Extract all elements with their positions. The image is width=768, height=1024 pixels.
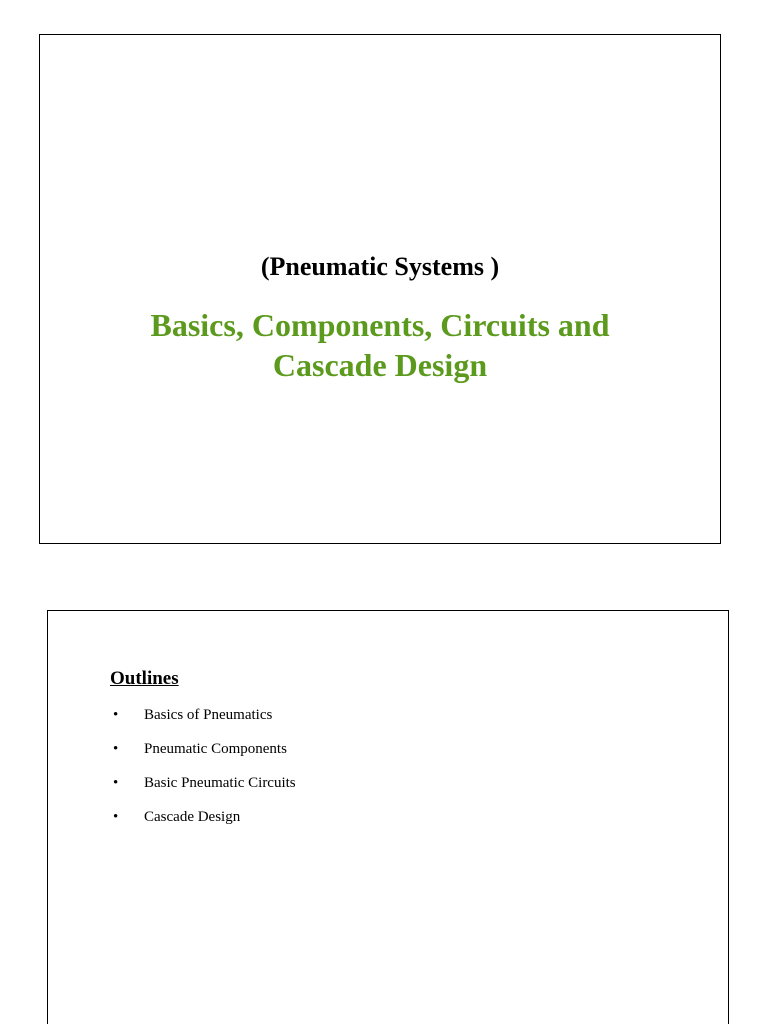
bullet-icon: • — [113, 775, 119, 791]
outline-item — [110, 705, 296, 739]
outline-title: Outlines — [110, 668, 179, 689]
outline-item-label: Cascade Design — [144, 809, 241, 825]
outline-list — [110, 705, 296, 841]
outline-item-label: Basic Pneumatic Circuits — [144, 775, 296, 791]
outline-slide — [47, 610, 729, 1024]
bullet-icon: • — [113, 707, 119, 723]
outline-item — [110, 773, 296, 807]
outline-item-label: Pneumatic Components — [144, 741, 287, 757]
subheading-line-2: Cascade Design — [272, 347, 488, 383]
outline-item — [110, 739, 296, 773]
slide-heading: (Pneumatic Systems ) — [260, 252, 500, 281]
bullet-icon: • — [113, 741, 119, 757]
outline-item-label: Basics of Pneumatics — [144, 707, 273, 723]
bullet-icon: • — [113, 809, 119, 825]
title-slide — [39, 34, 721, 544]
slide-subheading — [40, 305, 720, 385]
subheading-line-1: Basics, Components, Circuits and — [150, 307, 610, 343]
outline-item — [110, 807, 296, 841]
